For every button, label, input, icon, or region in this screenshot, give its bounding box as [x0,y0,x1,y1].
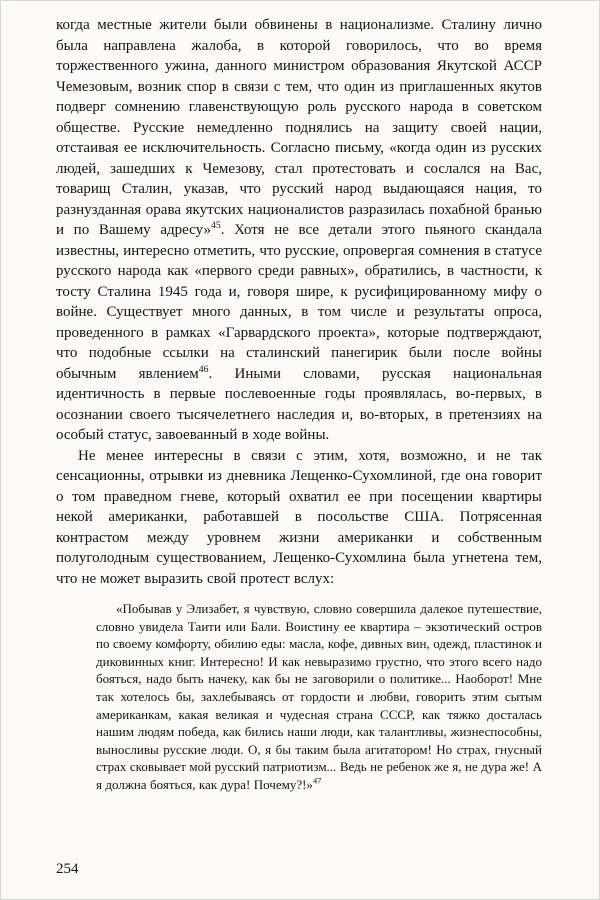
paragraph-main-text-1: когда местные жители были обвинены в национализме. Сталину лично была направлена жалоба, в которой говорилось, что во время торжественного ужина, данного министром образования Якутской АССР Чемезовым, возник спор в связи с тем, что один из приглашенных якутов подверг сомнению главенствующую роль русского народа в советском обществе. Русские немедленно поднялись на защиту своей нации, отстаивая ее исключительность. Согласно письму, «когда один из русских людей, зашедших к Чемезову, стал протестовать и сослался на Вас, товарищ Сталин, указав, что русский народ выдающаяся нация, то разнузданная орава якутских националистов разразилась похабной бранью и по Вашему адресу» [56,17,542,238]
diary-quote [96,600,542,794]
footnote-ref-45: 45 [210,220,221,231]
footnote-ref-47: 47 [312,775,322,786]
page-number: 254 [56,861,79,877]
diary-quote-text: «Побывав у Элизабет, я чувствую, словно совершила далекое путешествие, словно увидела Таити или Бали. Воистину ее квартира – экзотический остров по своему комфорту, обилию еды: масла, кофе, дивных вин, одежд, пластинок и диковинных книг. Интересно! И как невыразимо грустно, что этого всего надо бояться, надо быть начеку, как бы не заговорили о политике... Наоборот! Мне так хотелось бы, захлебываясь от гордости и любви, говорить этим сытым американкам, какая великая и чудесная страна СССР, как тяжко досталась нашим людям победа, как бились наши люди, как талантливы, жизнеспособны, выносливы русские люди. О, я бы таким была агитатором! Но страх, гнусный страх сковывает мой русский патриотизм... Ведь не ребенок же я, не дура же! А я должна бояться, как дура! Почему?!» [96,601,542,792]
footnote-ref-46: 46 [198,363,209,375]
paragraph-intro-quote: Не менее интересны в связи с этим, хотя, возможно, и не так сенсационны, отрывки из дневника Лещенко-Сухомлиной, где она говорит о том праведном гневе, который охватил ее при посещении квартиры некой американки, работавшей в посольстве США. Потрясенная контрастом между уровнем жизни американки и собственным полуголодным существованием, Лещенко-Сухомлина была угнетена тем, что не может выразить свой протест вслух: [56,447,542,587]
paragraph-main-text-3: . Иными словами, русская национальная идентичность в первые послевоенные годы проявлялась, во-первых, в осознании своего тысячелетнего наследия и, во-вторых, в претензиях на особый статус, завоеванный в ходе войны. [56,365,542,443]
paragraph-main [56,15,542,446]
paragraph-main-text-2: . Хотя не все детали этого пьяного скандала известны, интересно отметить, что русские, опровергая сомнения в статусе русского народа как «первого среди равных», обратились, в частности, к тосту Сталина 1945 года и, говоря шире, к русифицированному мифу о войне. Существует много данных, в том числе и результаты опроса, проведенного в рамках «Гарвардского проекта», которые подтверждают, что подобные ссылки на сталинский панегирик были после войны обычным явлением [56,222,542,382]
